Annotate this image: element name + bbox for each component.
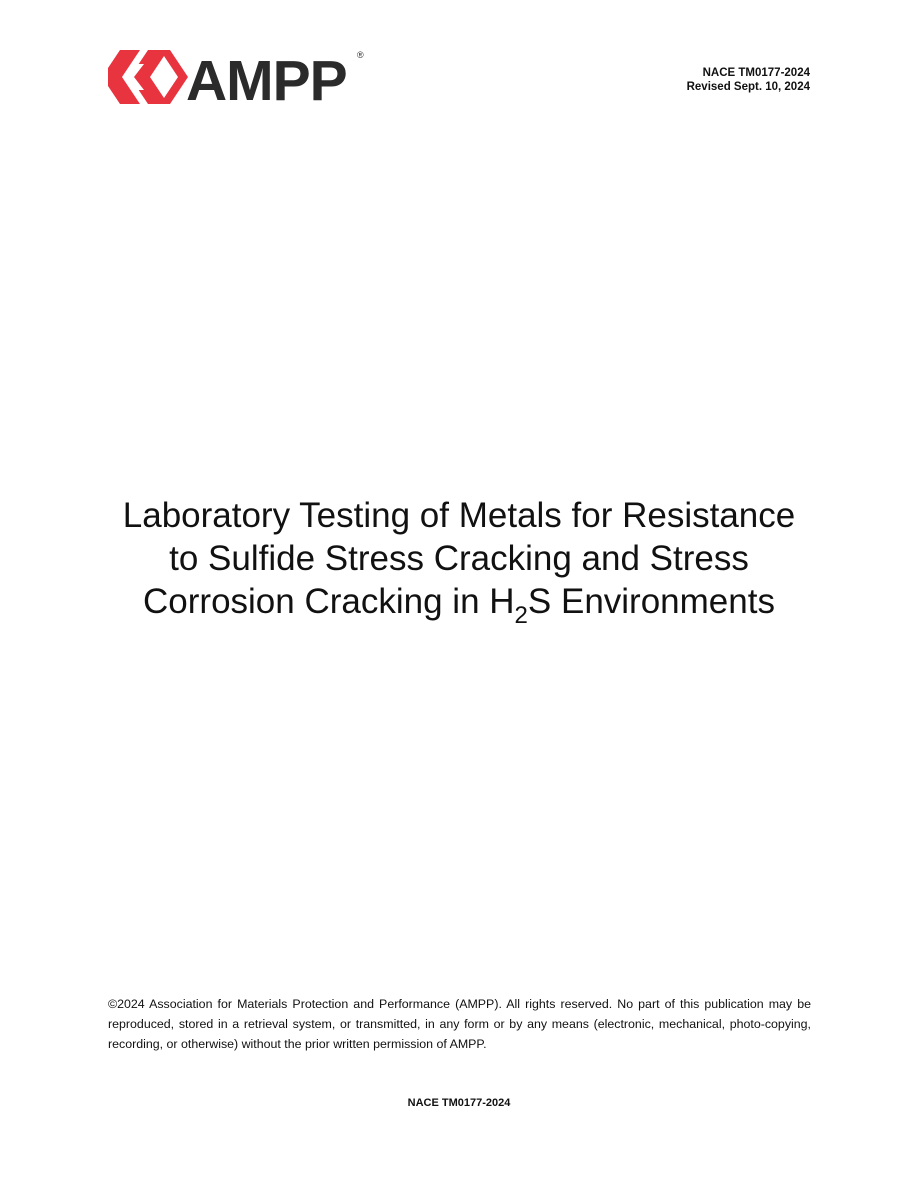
copyright-notice: ©2024 Association for Materials Protection and Performance (AMPP). All rights reserved. No part of this publication may be reproduced, stored in a retrieval system, or transmitted, in any form or by any means (electronic, mechanical, photo-copying, recording, or otherwise) without the prior written permission of AMPP.	[108, 997, 811, 1051]
title-line-3-suffix: S Environments	[527, 582, 775, 621]
header-doc-id: NACE TM0177-2024	[702, 67, 810, 79]
title-subscript: 2	[514, 602, 528, 629]
title-line-2: to Sulfide Stress Cracking and Stress	[169, 539, 749, 578]
title-line-3	[60, 580, 858, 629]
header-doc-info	[687, 66, 810, 94]
ampp-hexagon-chevron-icon	[108, 50, 188, 104]
header-revision-date: Revised Sept. 10, 2024	[686, 81, 810, 93]
footer-doc-id: NACE TM0177-2024	[407, 1097, 511, 1109]
title-line-3-prefix: Corrosion Cracking in H	[143, 582, 515, 621]
document-title	[60, 494, 858, 629]
ampp-logo	[108, 44, 368, 110]
title-line-1: Laboratory Testing of Metals for Resistance	[122, 496, 796, 535]
registered-mark: ®	[357, 50, 364, 60]
logo-wordmark: AMPP	[186, 49, 347, 110]
